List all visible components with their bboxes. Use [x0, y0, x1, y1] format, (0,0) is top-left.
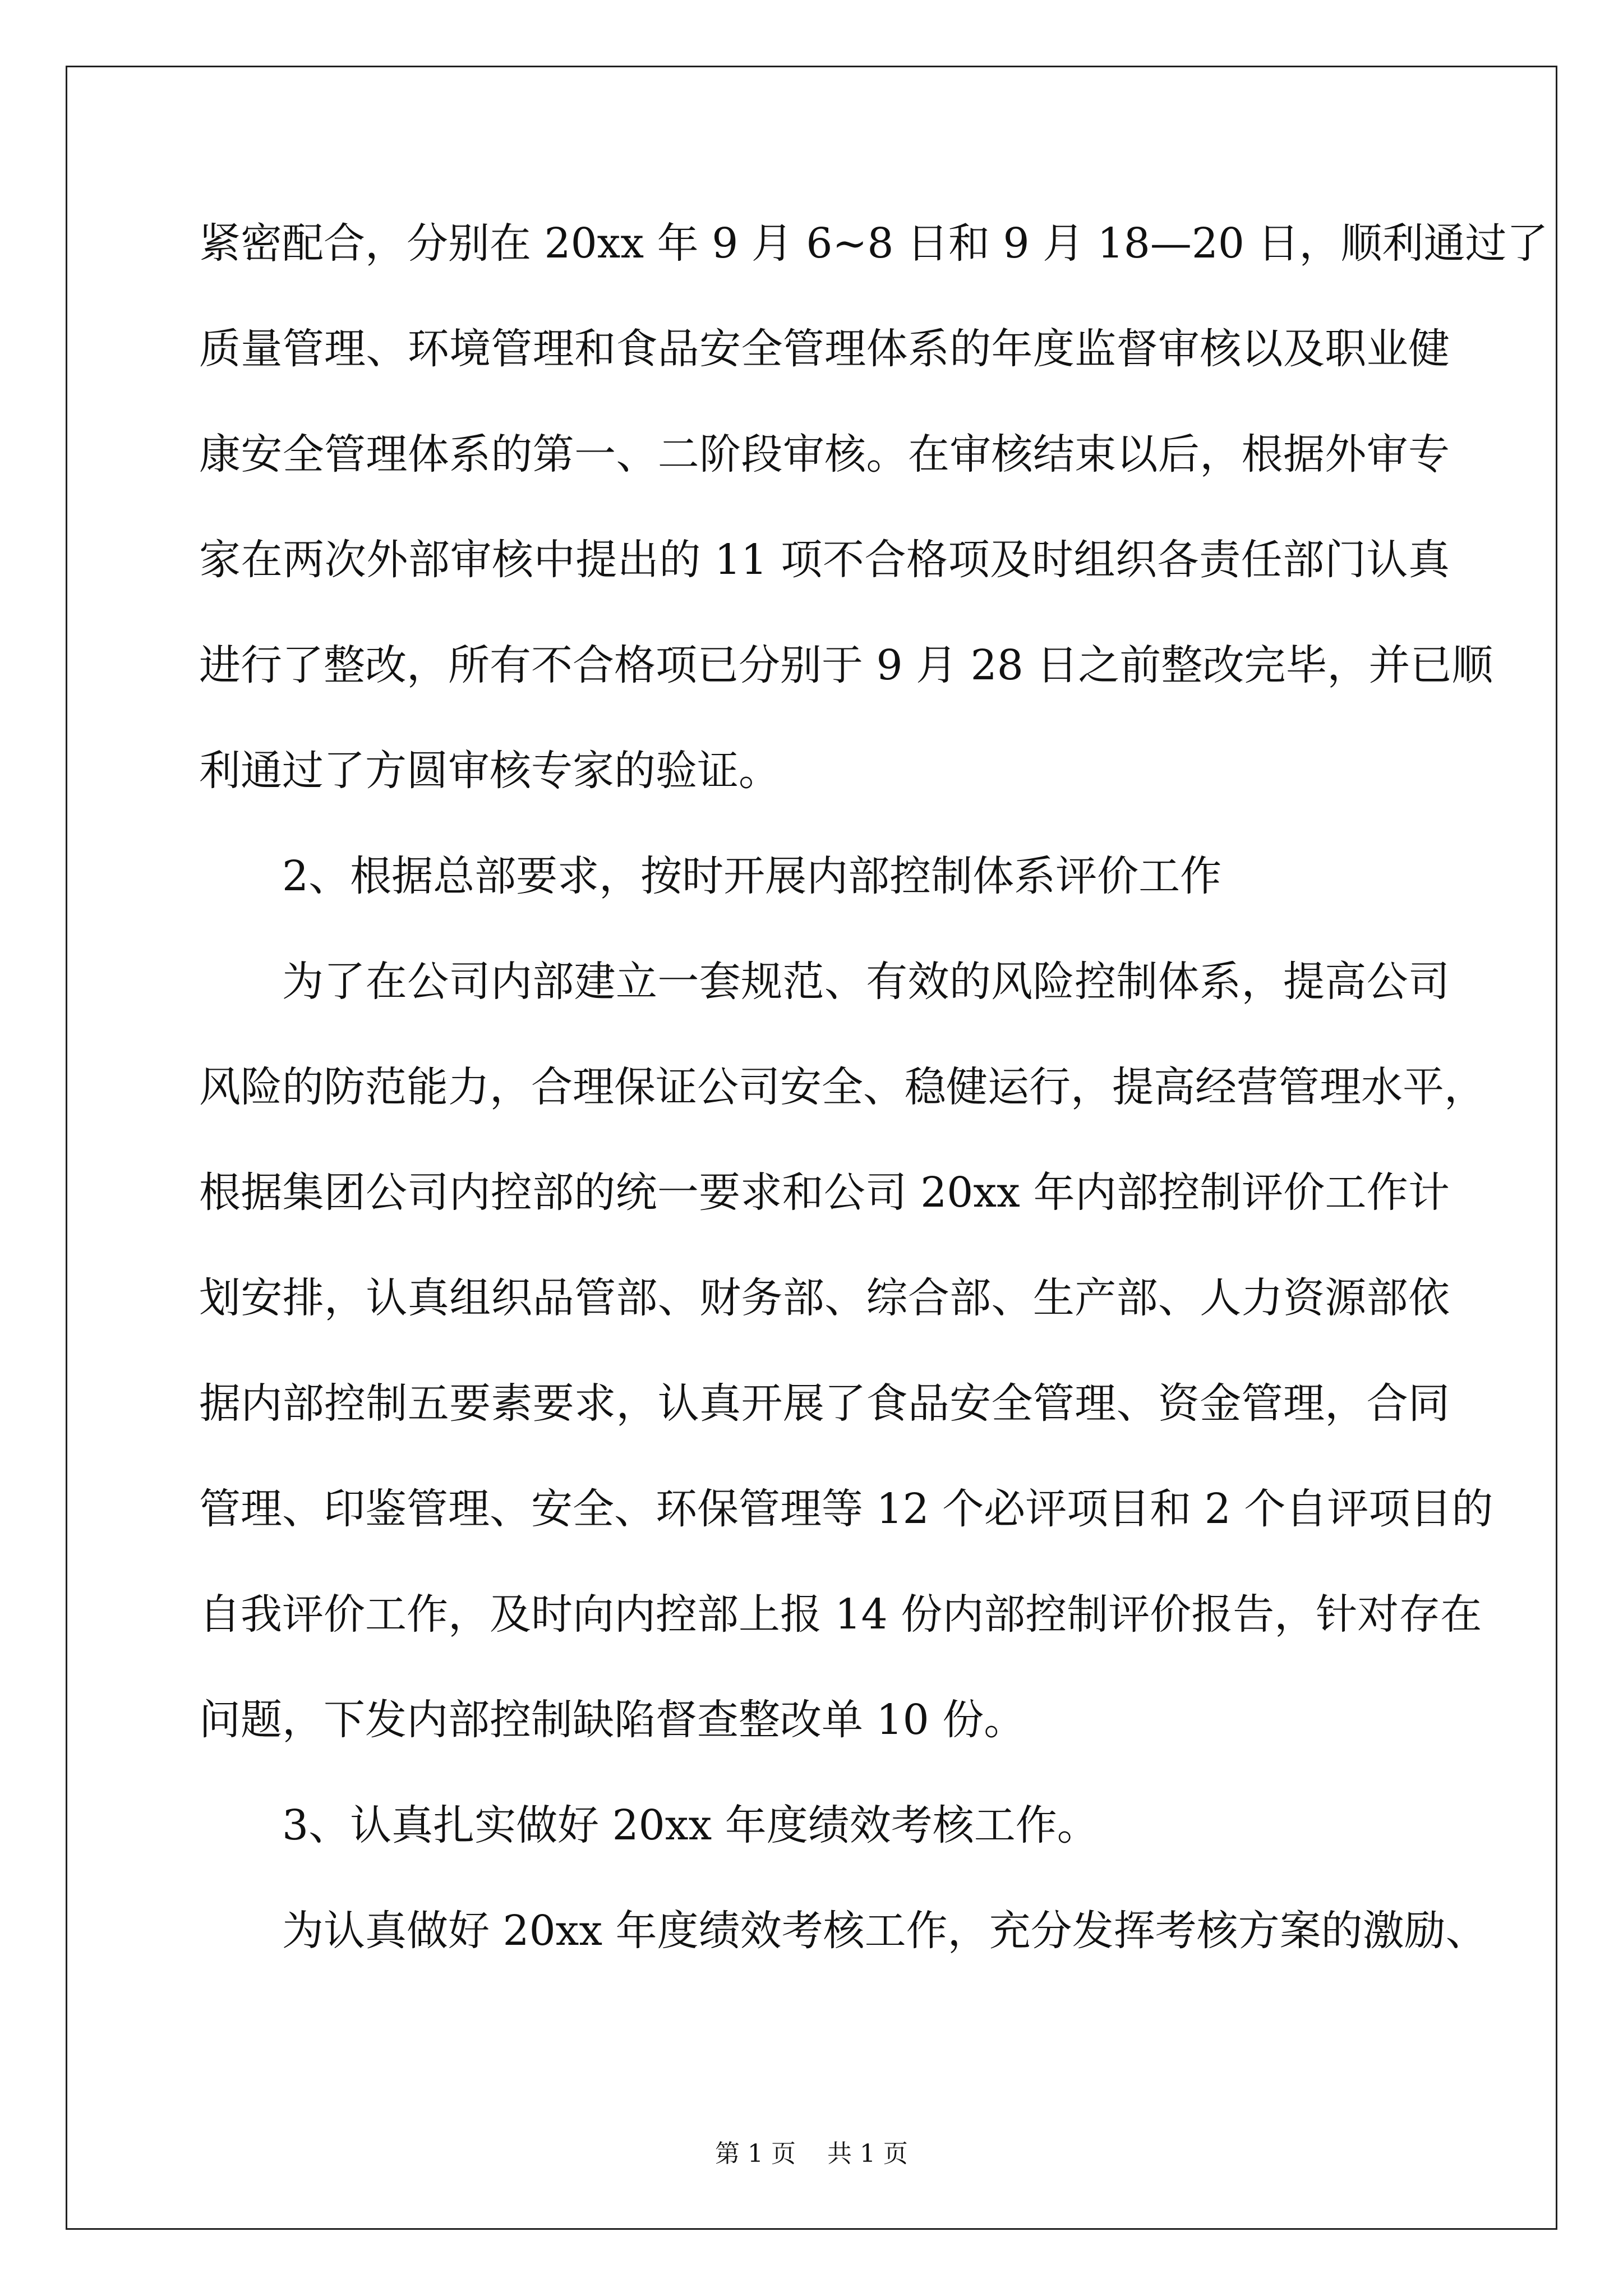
text-line: 划安排，认真组织品管部、财务部、综合部、生产部、人力资源部依: [199, 1274, 1450, 1322]
text-line: 根据集团公司内控部的统一要求和公司 20xx 年内部控制评价工作计: [199, 1168, 1450, 1217]
text-line: 为认真做好 20xx 年度绩效考核工作，充分发挥考核方案的激励、: [282, 1907, 1487, 1955]
text-line: 管理、印鉴管理、安全、环保管理等 12 个必评项目和 2 个自评项目的: [199, 1485, 1493, 1533]
section-heading: 3、认真扎实做好 20xx 年度绩效考核工作。: [282, 1801, 1099, 1849]
text-line: 利通过了方圆审核专家的验证。: [199, 747, 780, 795]
text-line: 风险的防范能力，合理保证公司安全、稳健运行，提高经营管理水平，: [199, 1063, 1486, 1111]
text-line: 进行了整改，所有不合格项已分别于 9 月 28 日之前整改完毕，并已顺: [199, 641, 1493, 689]
document-body: [199, 210, 1548, 2003]
text-line: 康安全管理体系的第一、二阶段审核。在审核结束以后，根据外审专: [199, 430, 1450, 478]
text-line: 质量管理、环境管理和食品安全管理体系的年度监督审核以及职业健: [199, 325, 1450, 373]
text-line: 家在两次外部审核中提出的 11 项不合格项及时组织各责任部门认真: [199, 536, 1450, 584]
text-line: 问题，下发内部控制缺陷督查整改单 10 份。: [199, 1696, 1026, 1744]
text-line: 紧密配合，分别在 20xx 年 9 月 6~8 日和 9 月 18—20 日，顺利通过了: [199, 219, 1548, 268]
text-line: 据内部控制五要素要求，认真开展了食品安全管理、资金管理，合同: [199, 1379, 1450, 1428]
text-line: 自我评价工作，及时向内控部上报 14 份内部控制评价报告，针对存在: [199, 1590, 1482, 1639]
page-footer: 第 1 页 共 1 页: [715, 2139, 908, 2168]
section-heading: 2、根据总部要求，按时开展内部控制体系评价工作: [282, 852, 1222, 900]
text-line: 为了在公司内部建立一套规范、有效的风险控制体系，提高公司: [282, 958, 1450, 1006]
